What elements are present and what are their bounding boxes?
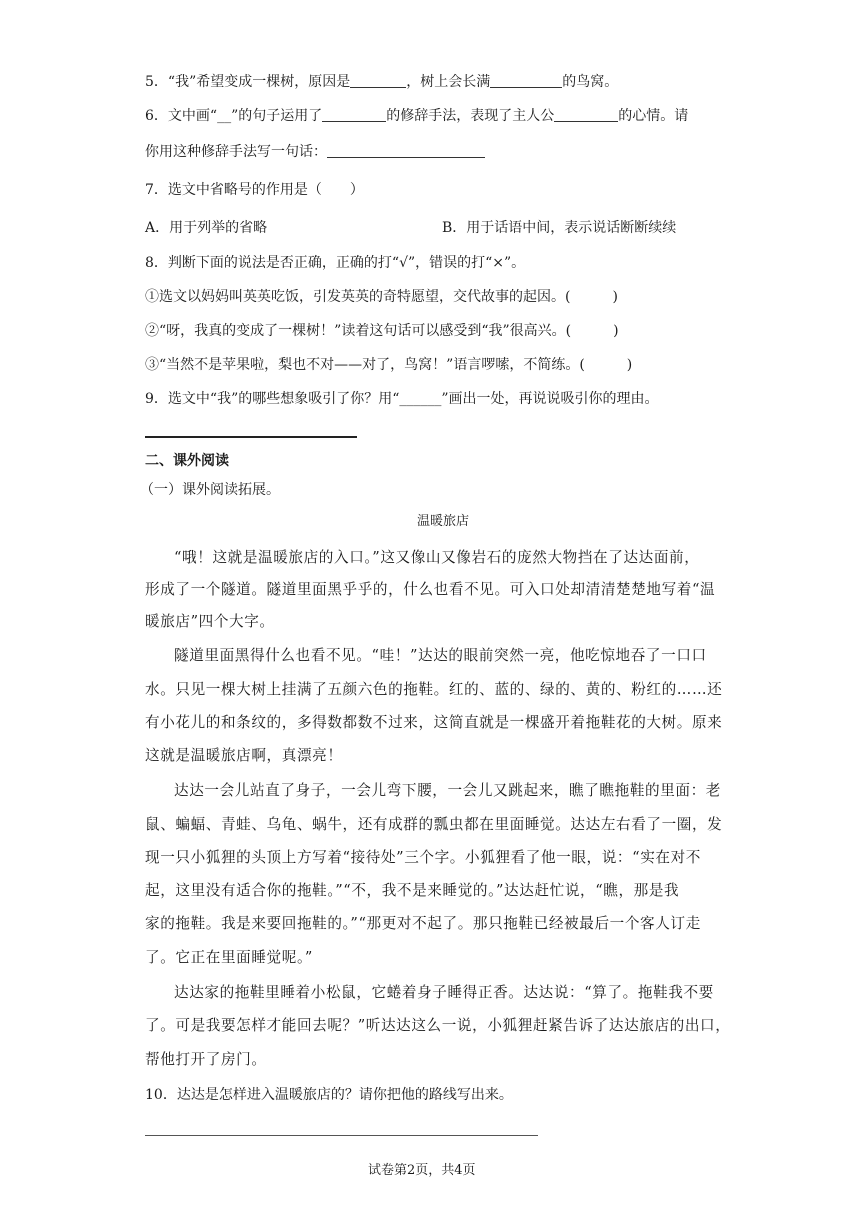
question-5-prefix: 5．“我”希望变成一棵树，原因是	[145, 74, 351, 90]
question-8: 8．判断下面的说法是否正确，正确的打“√”，错误的打“×”。	[145, 255, 526, 271]
page-footer: 试卷第2页，共4页	[368, 1163, 476, 1178]
question-6-line2	[145, 142, 485, 162]
story-line: 现一只小狐狸的头顶上方写着“接待处”三个字。小狐狸看了他一眼，说：“实在对不	[145, 849, 701, 866]
section-heading: 二、课外阅读	[145, 453, 229, 469]
question-9	[145, 389, 659, 409]
story-line: 达达一会儿站直了身子，一会儿弯下腰，一会儿又跳起来，瞧了瞧拖鞋的里面：老	[174, 782, 721, 799]
option-a[interactable]: A．用于列举的省略	[145, 220, 268, 236]
question-7: 7．选文中省略号的作用是（ ）	[145, 182, 364, 198]
question-5-suffix: 的鸟窝。	[562, 74, 619, 90]
story-title: 温暖旅店	[417, 514, 470, 529]
answer-blank[interactable]	[350, 73, 406, 88]
story-line: 达达家的拖鞋里睡着小松鼠，它蜷着身子睡得正香。达达说：“算了。拖鞋我不要	[174, 984, 714, 1001]
story-line: 帮他打开了房门。	[145, 1051, 267, 1068]
answer-line[interactable]	[145, 1135, 538, 1136]
story-line: “哦！这就是温暖旅店的入口。”这又像山又像岩石的庞然大物挡在了达达面前，	[174, 549, 700, 566]
judgement-item-1: ①选文以妈妈叫英英吃饭，引发英英的奇特愿望，交代故事的起因。( )	[145, 289, 618, 305]
question-5-mid: ，树上会长满	[406, 74, 491, 90]
story-line: 水。只见一棵大树上挂满了五颜六色的拖鞋。红的、蓝的、绿的、黄的、粉红的……还	[145, 681, 723, 698]
question-10: 10．达达是怎样进入温暖旅店的？请你把他的路线写出来。	[145, 1087, 513, 1103]
option-b[interactable]: B．用于话语中间，表示说话断断续续	[442, 220, 677, 236]
question-6-mid1: ”的句子运用了	[231, 108, 323, 124]
question-9-suffix: ”画出一处，再说说吸引你的理由。	[441, 391, 659, 407]
question-9-prefix: 9．选文中“我”的哪些想象吸引了你？用“	[145, 391, 400, 407]
story-line: 家的拖鞋。我是来要回拖鞋的。”“那更对不起了。那只拖鞋已经被最后一个客人订走	[145, 915, 701, 932]
story-line: 了。它正在里面睡觉呢。”	[145, 949, 313, 966]
answer-blank[interactable]	[490, 73, 562, 88]
story-line: 暖旅店”四个大字。	[145, 613, 275, 630]
underline-mark: __	[217, 108, 232, 124]
answer-blank[interactable]	[322, 107, 386, 122]
question-6-line2-text: 你用这种修辞手法写一句话：	[145, 144, 327, 160]
section-subheading: （一）课外阅读拓展。	[140, 482, 280, 498]
answer-blank[interactable]	[327, 143, 485, 158]
story-line: 起，这里没有适合你的拖鞋。”“不，我不是来睡觉的。”达达赶忙说，“瞧，那是我	[145, 882, 680, 899]
story-line: 鼠、蝙蝠、青蛙、乌龟、蜗牛，还有成群的瓢虫都在里面睡觉。达达左右看了一圈，发	[145, 816, 723, 833]
judgement-item-3: ③“当然不是苹果啦，梨也不对——对了，鸟窝！”语言啰嗦，不简练。( )	[145, 357, 633, 373]
judgement-item-2: ②“呀，我真的变成了一棵树！”读着这句话可以感受到“我”很高兴。( )	[145, 323, 619, 339]
underline-mark: ______	[399, 391, 442, 407]
question-6-mid2: 的修辞手法，表现了主人公	[386, 108, 555, 124]
story-line: 隧道里面黑得什么也看不见。“哇！”达达的眼前突然一亮，他吃惊地吞了一口口	[174, 647, 707, 664]
question-6-prefix: 6．文中画“	[145, 108, 218, 124]
story-line: 形成了一个隧道。隧道里面黑乎乎的，什么也看不见。可入口处却清清楚楚地写着“温	[145, 581, 716, 598]
story-line: 这就是温暖旅店啊，真漂亮！	[145, 747, 343, 764]
answer-blank[interactable]	[554, 107, 618, 122]
section-divider	[145, 436, 357, 438]
story-line: 了。可是我要怎样才能回去呢？”听达达这么一说，小狐狸赶紧告诉了达达旅店的出口，	[145, 1017, 731, 1034]
question-6	[145, 106, 688, 126]
story-line: 有小花儿的和条纹的，多得数都数不过来，这简直就是一棵盛开着拖鞋花的大树。原来	[145, 714, 723, 731]
question-5	[145, 72, 618, 92]
question-6-suffix: 的心情。请	[618, 108, 689, 124]
